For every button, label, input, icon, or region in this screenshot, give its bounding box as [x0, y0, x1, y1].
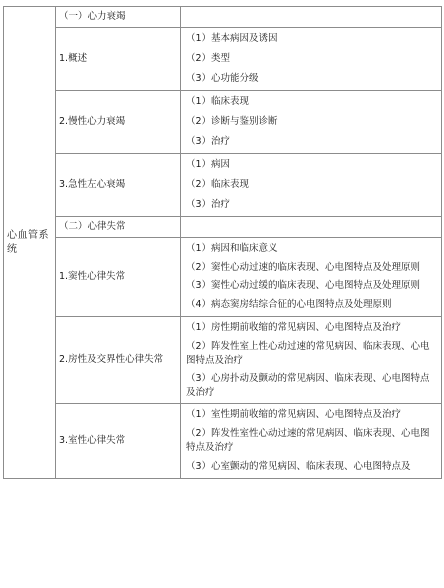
table-row: [4, 154, 442, 217]
topic-name: 3.急性左心衰竭: [56, 154, 181, 217]
empty-cell: [181, 7, 442, 28]
section-row: [4, 217, 442, 238]
topic-name: 1.窦性心律失常: [56, 238, 181, 317]
point-item: （3）窦性心动过缓的临床表现、心电图特点及处理原则: [186, 280, 421, 291]
topic-name: 2.慢性心力衰竭: [56, 91, 181, 154]
syllabus-table: [3, 6, 442, 479]
section-title: （一）心力衰竭: [56, 7, 181, 28]
table-row: [4, 91, 442, 154]
points-cell: [181, 91, 442, 154]
point-item: （2）类型: [186, 53, 231, 64]
points-cell: [181, 238, 442, 317]
table-row: [4, 404, 442, 479]
topic-name: 2.房性及交界性心律失常: [56, 317, 181, 404]
point-item: （1）基本病因及诱因: [186, 33, 278, 44]
point-item: （1）临床表现: [186, 96, 250, 107]
point-item: （3）治疗: [186, 199, 231, 210]
points-cell: [181, 404, 442, 479]
table-row: [4, 28, 442, 91]
points-cell: [181, 154, 442, 217]
section-title: （二）心律失常: [56, 217, 181, 238]
table-row: [4, 317, 442, 404]
topic-name: 3.室性心律失常: [56, 404, 181, 479]
point-item: （2）阵发性室性心动过速的常见病因、临床表现、心电图特点及治疗: [186, 428, 430, 453]
point-item: （1）房性期前收缩的常见病因、心电图特点及治疗: [186, 322, 402, 333]
table-row: [4, 238, 442, 317]
section-row: [4, 7, 442, 28]
point-item: （3）心房扑动及颤动的常见病因、临床表现、心电图特点及治疗: [186, 373, 430, 398]
point-item: （2）阵发性室上性心动过速的常见病因、临床表现、心电图特点及治疗: [186, 341, 430, 366]
point-item: （2）临床表现: [186, 179, 250, 190]
unit-cell: 心血管系统: [4, 7, 56, 479]
point-item: （2）诊断与鉴别诊断: [186, 116, 278, 127]
point-item: （3）心室颤动的常见病因、临床表现、心电图特点及: [186, 461, 411, 472]
point-item: （4）病态窦房结综合征的心电图特点及处理原则: [186, 299, 392, 310]
point-item: （1）病因和临床意义: [186, 243, 278, 254]
point-item: （3）治疗: [186, 136, 231, 147]
points-cell: [181, 28, 442, 91]
empty-cell: [181, 217, 442, 238]
point-item: （3）心功能分级: [186, 73, 259, 84]
point-item: （2）窦性心动过速的临床表现、心电图特点及处理原则: [186, 262, 421, 273]
topic-name: 1.概述: [56, 28, 181, 91]
point-item: （1）室性期前收缩的常见病因、心电图特点及治疗: [186, 409, 402, 420]
points-cell: [181, 317, 442, 404]
point-item: （1）病因: [186, 159, 231, 170]
